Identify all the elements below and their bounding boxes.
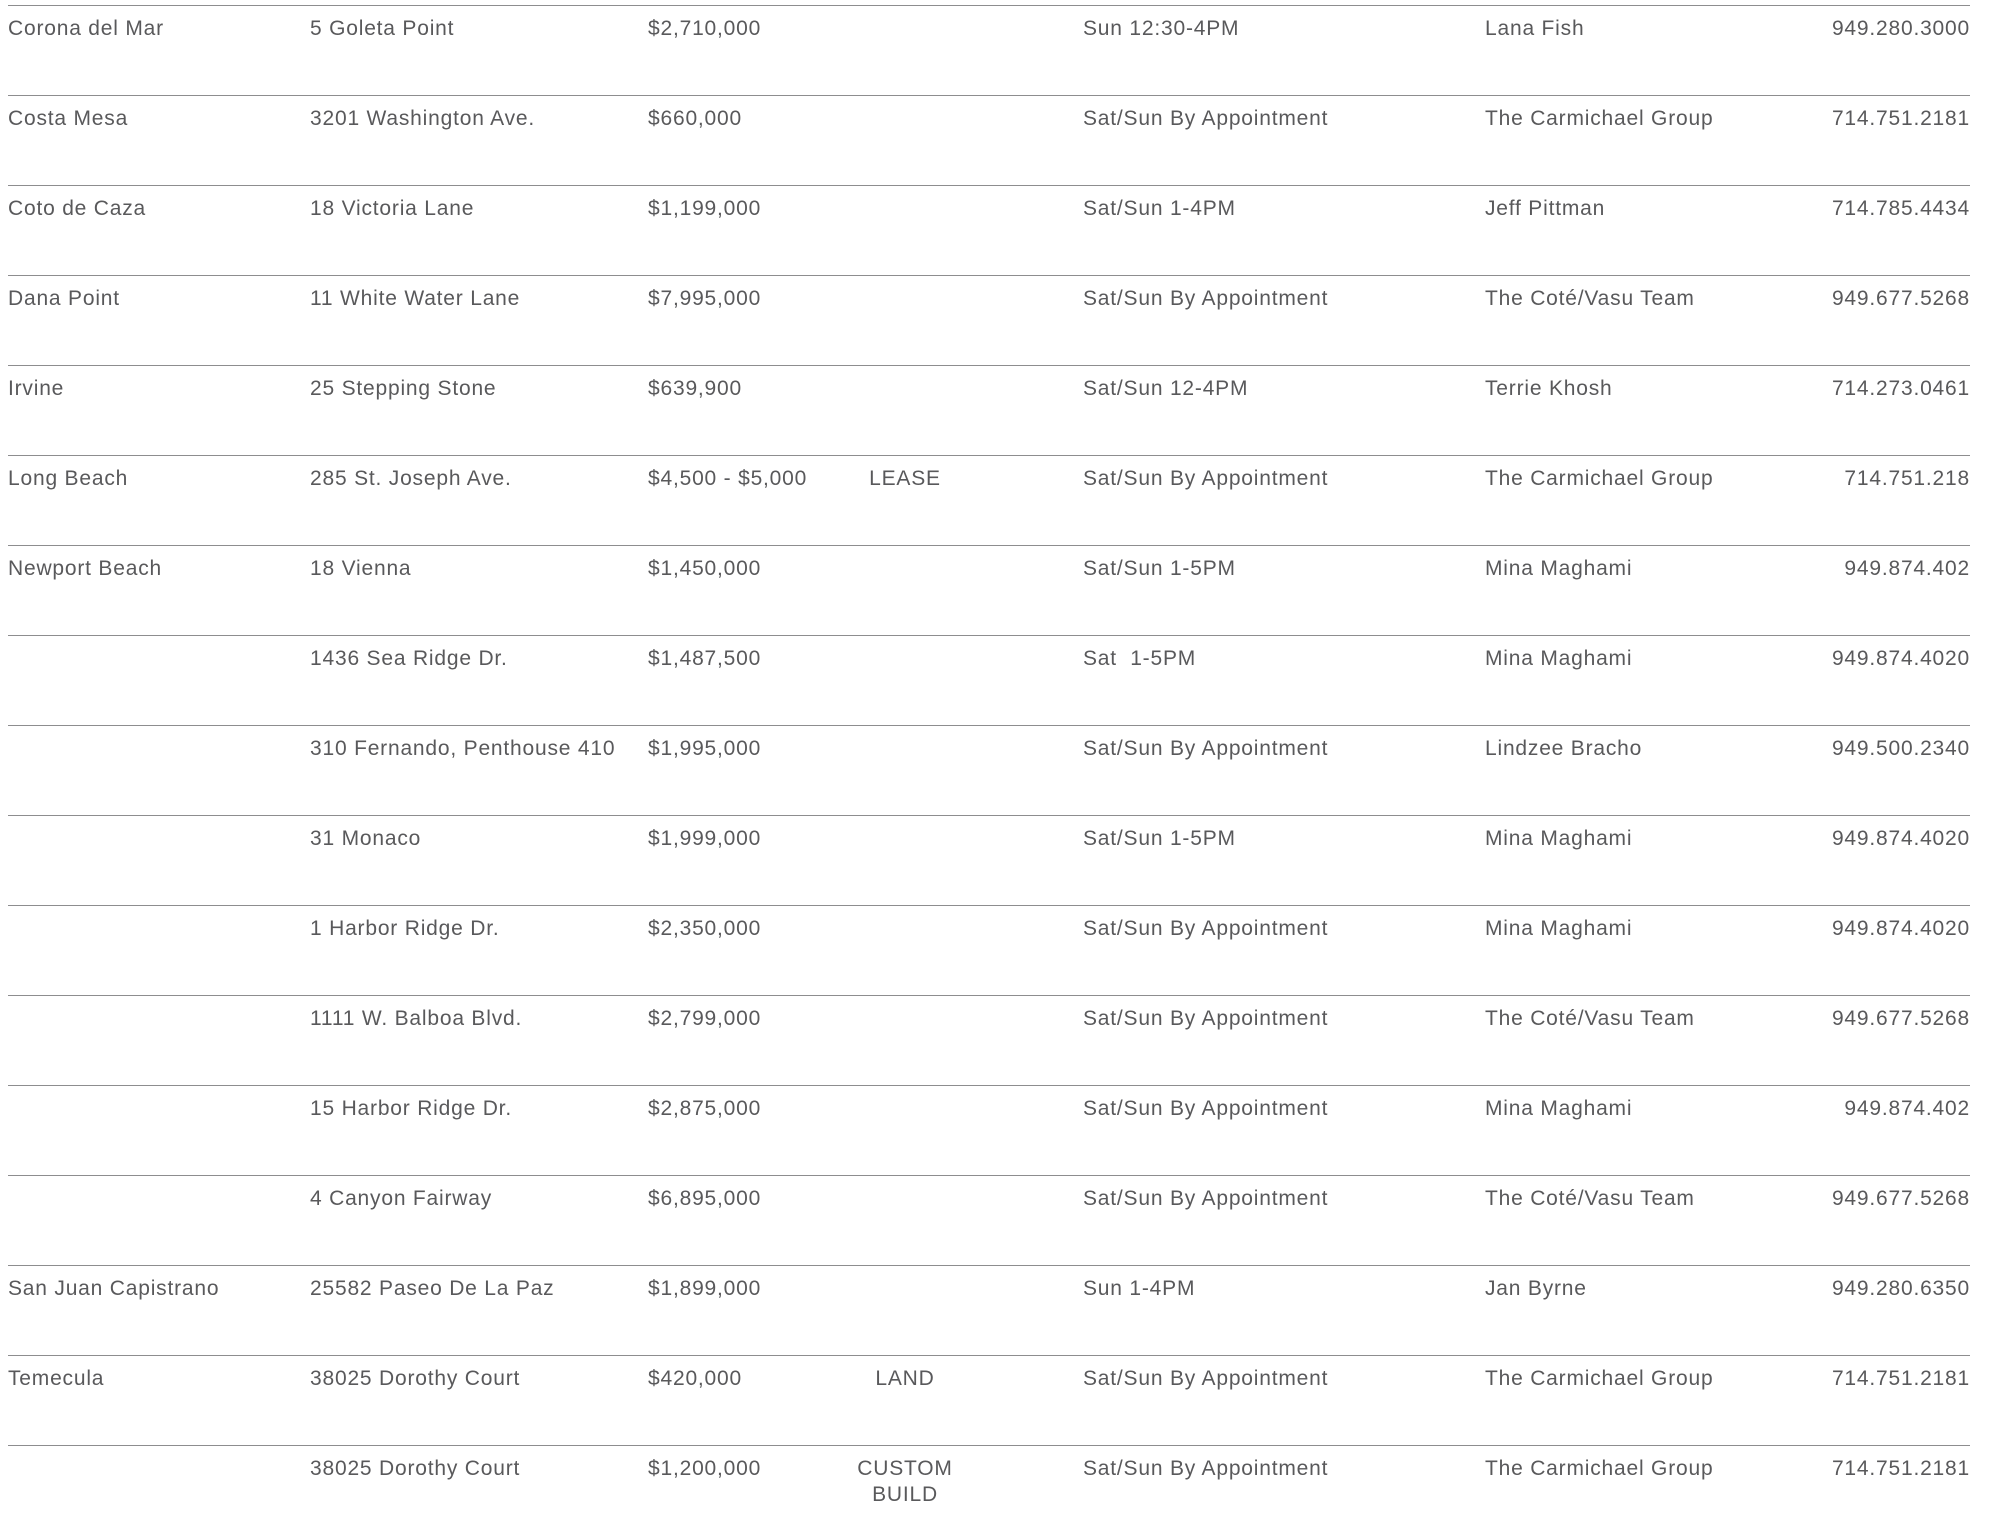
price-cell: $639,900 bbox=[648, 377, 742, 400]
listing-row bbox=[8, 1085, 1970, 1175]
agent-name-cell: The Carmichael Group bbox=[1485, 1457, 1714, 1480]
agent-phone-cell: 949.874.402 bbox=[1844, 1097, 1970, 1120]
address-cell: 285 St. Joseph Ave. bbox=[310, 467, 512, 490]
address-cell: 18 Vienna bbox=[310, 557, 412, 580]
price-cell: $1,995,000 bbox=[648, 737, 762, 760]
listing-row bbox=[8, 725, 1970, 815]
listing-type-label: LAND bbox=[875, 1367, 935, 1390]
agent-phone-cell: 949.280.6350 bbox=[1831, 1277, 1970, 1300]
agent-phone-cell: 949.874.4020 bbox=[1831, 827, 1970, 850]
agent-name-cell: Mina Maghami bbox=[1485, 1097, 1633, 1120]
open-house-time-cell: Sat/Sun By Appointment bbox=[1083, 917, 1329, 940]
agent-phone-cell: 949.677.5268 bbox=[1831, 1007, 1970, 1030]
agent-phone-cell: 949.500.2340 bbox=[1831, 737, 1970, 760]
listing-row bbox=[8, 1175, 1970, 1265]
price-cell: $1,899,000 bbox=[648, 1277, 762, 1300]
price-cell: $1,999,000 bbox=[648, 827, 762, 850]
city-cell: Costa Mesa bbox=[8, 107, 129, 130]
open-house-time-cell: Sun 12:30-4PM bbox=[1083, 17, 1240, 40]
agent-phone-cell: 714.273.0461 bbox=[1831, 377, 1970, 400]
open-house-time-cell: Sat/Sun By Appointment bbox=[1083, 107, 1329, 130]
listing-row bbox=[8, 365, 1970, 455]
listing-row bbox=[8, 5, 1970, 95]
agent-name-cell: The Carmichael Group bbox=[1485, 1367, 1714, 1390]
listing-type-label: LEASE bbox=[869, 467, 941, 490]
city-cell: Coto de Caza bbox=[8, 197, 147, 220]
listing-row bbox=[8, 1355, 1970, 1445]
open-house-time-cell: Sat/Sun By Appointment bbox=[1083, 737, 1329, 760]
address-cell: 15 Harbor Ridge Dr. bbox=[310, 1097, 512, 1120]
price-cell: $4,500 - $5,000 bbox=[648, 467, 808, 490]
agent-name-cell: The Carmichael Group bbox=[1485, 107, 1714, 130]
address-cell: 1436 Sea Ridge Dr. bbox=[310, 647, 508, 670]
agent-phone-cell: 949.677.5268 bbox=[1831, 1187, 1970, 1210]
city-cell: Corona del Mar bbox=[8, 17, 164, 40]
open-house-time-cell: Sat/Sun By Appointment bbox=[1083, 287, 1329, 310]
agent-phone-cell: 949.677.5268 bbox=[1831, 287, 1970, 310]
address-cell: 4 Canyon Fairway bbox=[310, 1187, 493, 1210]
open-house-time-cell: Sat/Sun By Appointment bbox=[1083, 1007, 1329, 1030]
address-cell: 5 Goleta Point bbox=[310, 17, 455, 40]
listing-row bbox=[8, 1445, 1970, 1535]
open-house-time-cell: Sat/Sun 1-5PM bbox=[1083, 827, 1236, 850]
open-house-time-cell: Sat/Sun By Appointment bbox=[1083, 467, 1329, 490]
price-cell: $1,487,500 bbox=[648, 647, 762, 670]
agent-phone-cell: 714.751.2181 bbox=[1831, 1367, 1970, 1390]
open-house-time-cell: Sat/Sun By Appointment bbox=[1083, 1097, 1329, 1120]
agent-name-cell: Jan Byrne bbox=[1485, 1277, 1587, 1300]
address-cell: 1 Harbor Ridge Dr. bbox=[310, 917, 500, 940]
city-cell: Dana Point bbox=[8, 287, 120, 310]
price-cell: $660,000 bbox=[648, 107, 742, 130]
address-cell: 310 Fernando, Penthouse 410 bbox=[310, 737, 616, 760]
agent-name-cell: The Carmichael Group bbox=[1485, 467, 1714, 490]
agent-phone-cell: 714.785.4434 bbox=[1831, 197, 1970, 220]
agent-phone-cell: 949.874.4020 bbox=[1831, 647, 1970, 670]
listing-row bbox=[8, 95, 1970, 185]
city-cell: Long Beach bbox=[8, 467, 129, 490]
agent-name-cell: Terrie Khosh bbox=[1485, 377, 1613, 400]
price-cell: $2,799,000 bbox=[648, 1007, 762, 1030]
price-cell: $7,995,000 bbox=[648, 287, 762, 310]
price-cell: $1,199,000 bbox=[648, 197, 762, 220]
listing-row bbox=[8, 185, 1970, 275]
agent-name-cell: Lindzee Bracho bbox=[1485, 737, 1643, 760]
address-cell: 38025 Dorothy Court bbox=[310, 1367, 521, 1390]
listing-row bbox=[8, 815, 1970, 905]
listing-row bbox=[8, 455, 1970, 545]
open-house-time-cell: Sat/Sun 1-5PM bbox=[1083, 557, 1236, 580]
agent-phone-cell: 949.874.402 bbox=[1844, 557, 1970, 580]
listing-row bbox=[8, 1265, 1970, 1355]
price-cell: $2,710,000 bbox=[648, 17, 762, 40]
open-house-time-cell: Sat 1-5PM bbox=[1083, 647, 1197, 670]
agent-name-cell: The Coté/Vasu Team bbox=[1485, 1007, 1695, 1030]
open-house-listing-table bbox=[8, 5, 1970, 1535]
address-cell: 11 White Water Lane bbox=[310, 287, 521, 310]
price-cell: $420,000 bbox=[648, 1367, 742, 1390]
listing-row bbox=[8, 545, 1970, 635]
price-cell: $6,895,000 bbox=[648, 1187, 762, 1210]
agent-name-cell: The Coté/Vasu Team bbox=[1485, 287, 1695, 310]
price-cell: $2,350,000 bbox=[648, 917, 762, 940]
open-house-time-cell: Sun 1-4PM bbox=[1083, 1277, 1196, 1300]
address-cell: 38025 Dorothy Court bbox=[310, 1457, 521, 1480]
agent-name-cell: Mina Maghami bbox=[1485, 827, 1633, 850]
open-house-time-cell: Sat/Sun By Appointment bbox=[1083, 1457, 1329, 1480]
open-house-time-cell: Sat/Sun By Appointment bbox=[1083, 1367, 1329, 1390]
city-cell: San Juan Capistrano bbox=[8, 1277, 220, 1300]
open-house-time-cell: Sat/Sun 1-4PM bbox=[1083, 197, 1236, 220]
open-house-time-cell: Sat/Sun 12-4PM bbox=[1083, 377, 1249, 400]
price-cell: $2,875,000 bbox=[648, 1097, 762, 1120]
address-cell: 3201 Washington Ave. bbox=[310, 107, 535, 130]
agent-name-cell: Mina Maghami bbox=[1485, 647, 1633, 670]
listing-row bbox=[8, 905, 1970, 995]
price-cell: $1,450,000 bbox=[648, 557, 762, 580]
agent-phone-cell: 949.874.4020 bbox=[1831, 917, 1970, 940]
agent-phone-cell: 714.751.218 bbox=[1844, 467, 1970, 490]
address-cell: 25 Stepping Stone bbox=[310, 377, 497, 400]
city-cell: Newport Beach bbox=[8, 557, 162, 580]
address-cell: 18 Victoria Lane bbox=[310, 197, 475, 220]
agent-name-cell: Mina Maghami bbox=[1485, 917, 1633, 940]
city-cell: Irvine bbox=[8, 377, 65, 400]
city-cell: Temecula bbox=[8, 1367, 105, 1390]
address-cell: 25582 Paseo De La Paz bbox=[310, 1277, 555, 1300]
address-cell: 1111 W. Balboa Blvd. bbox=[310, 1007, 523, 1030]
listing-row bbox=[8, 635, 1970, 725]
listing-type-label: CUSTOM BUILD bbox=[857, 1457, 960, 1506]
open-house-time-cell: Sat/Sun By Appointment bbox=[1083, 1187, 1329, 1210]
listing-row bbox=[8, 275, 1970, 365]
agent-phone-cell: 714.751.2181 bbox=[1831, 1457, 1970, 1480]
price-cell: $1,200,000 bbox=[648, 1457, 762, 1480]
agent-name-cell: Mina Maghami bbox=[1485, 557, 1633, 580]
address-cell: 31 Monaco bbox=[310, 827, 422, 850]
agent-name-cell: Jeff Pittman bbox=[1485, 197, 1606, 220]
agent-phone-cell: 714.751.2181 bbox=[1831, 107, 1970, 130]
agent-name-cell: Lana Fish bbox=[1485, 17, 1585, 40]
agent-phone-cell: 949.280.3000 bbox=[1831, 17, 1970, 40]
listing-row bbox=[8, 995, 1970, 1085]
agent-name-cell: The Coté/Vasu Team bbox=[1485, 1187, 1695, 1210]
